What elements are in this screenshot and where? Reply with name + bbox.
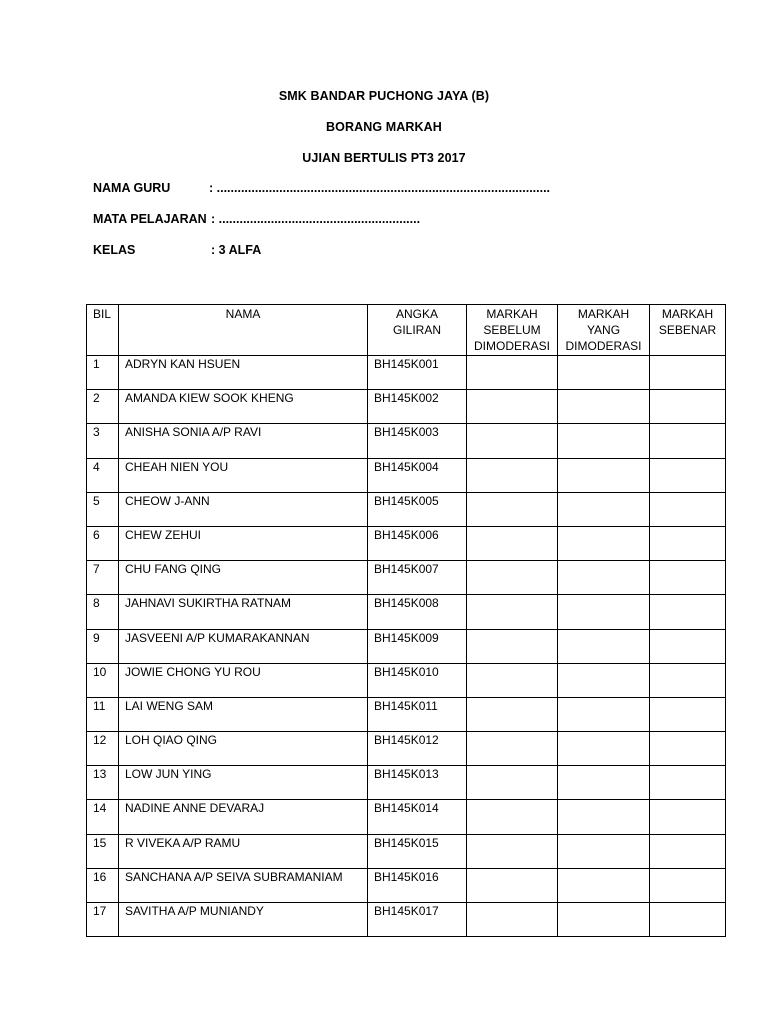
- student-name-cell: SAVITHA A/P MUNIANDY: [119, 903, 368, 937]
- index-number-cell: BH145K017: [368, 903, 467, 937]
- student-name-cell: CHU FANG QING: [119, 561, 368, 595]
- index-number-cell: BH145K011: [368, 697, 467, 731]
- actual-mark-cell[interactable]: [650, 458, 726, 492]
- moderated-mark-cell[interactable]: [558, 356, 650, 390]
- mark-before-moderation-cell[interactable]: [467, 424, 558, 458]
- bil-cell: 3: [87, 424, 119, 458]
- student-name-cell: ADRYN KAN HSUEN: [119, 356, 368, 390]
- index-number-cell: BH145K009: [368, 629, 467, 663]
- table-row: [87, 526, 726, 560]
- bil-cell: 2: [87, 390, 119, 424]
- actual-mark-cell[interactable]: [650, 766, 726, 800]
- mark-before-moderation-cell[interactable]: [467, 766, 558, 800]
- actual-mark-cell[interactable]: [650, 424, 726, 458]
- moderated-mark-cell[interactable]: [558, 800, 650, 834]
- student-name-cell: CHEW ZEHUI: [119, 526, 368, 560]
- actual-mark-cell[interactable]: [650, 526, 726, 560]
- index-number-cell: BH145K007: [368, 561, 467, 595]
- col-header-bil: BIL: [87, 305, 119, 356]
- bil-cell: 7: [87, 561, 119, 595]
- moderated-mark-cell[interactable]: [558, 732, 650, 766]
- moderated-mark-cell[interactable]: [558, 903, 650, 937]
- moderated-mark-cell[interactable]: [558, 561, 650, 595]
- bil-cell: 17: [87, 903, 119, 937]
- student-name-cell: LAI WENG SAM: [119, 697, 368, 731]
- index-number-cell: BH145K013: [368, 766, 467, 800]
- bil-cell: 10: [87, 663, 119, 697]
- mark-before-moderation-cell[interactable]: [467, 834, 558, 868]
- actual-mark-cell[interactable]: [650, 492, 726, 526]
- moderated-mark-cell[interactable]: [558, 595, 650, 629]
- student-name-cell: R VIVEKA A/P RAMU: [119, 834, 368, 868]
- actual-mark-cell[interactable]: [650, 595, 726, 629]
- col-header-nama: NAMA: [119, 305, 368, 356]
- subject-label: MATA PELAJARAN: [93, 212, 207, 226]
- index-number-cell: BH145K006: [368, 526, 467, 560]
- bil-cell: 4: [87, 458, 119, 492]
- bil-cell: 9: [87, 629, 119, 663]
- col-header-markah-dimoderasi: MARKAH YANG DIMODERASI: [558, 305, 650, 356]
- marks-table-body: [87, 356, 726, 937]
- table-row: [87, 800, 726, 834]
- index-number-cell: BH145K016: [368, 868, 467, 902]
- class-value: : 3 ALFA: [211, 243, 262, 257]
- mark-before-moderation-cell[interactable]: [467, 663, 558, 697]
- bil-cell: 14: [87, 800, 119, 834]
- actual-mark-cell[interactable]: [650, 390, 726, 424]
- class-label: KELAS: [93, 243, 136, 257]
- bil-cell: 12: [87, 732, 119, 766]
- moderated-mark-cell[interactable]: [558, 834, 650, 868]
- form-title: BORANG MARKAH: [326, 120, 442, 134]
- mark-before-moderation-cell[interactable]: [467, 526, 558, 560]
- student-name-cell: JAHNAVI SUKIRTHA RATNAM: [119, 595, 368, 629]
- moderated-mark-cell[interactable]: [558, 629, 650, 663]
- mark-before-moderation-cell[interactable]: [467, 868, 558, 902]
- actual-mark-cell[interactable]: [650, 663, 726, 697]
- index-number-cell: BH145K004: [368, 458, 467, 492]
- mark-before-moderation-cell[interactable]: [467, 629, 558, 663]
- index-number-cell: BH145K002: [368, 390, 467, 424]
- actual-mark-cell[interactable]: [650, 561, 726, 595]
- table-row: [87, 561, 726, 595]
- student-name-cell: LOW JUN YING: [119, 766, 368, 800]
- actual-mark-cell[interactable]: [650, 356, 726, 390]
- bil-cell: 1: [87, 356, 119, 390]
- table-row: [87, 766, 726, 800]
- bil-cell: 5: [87, 492, 119, 526]
- bil-cell: 13: [87, 766, 119, 800]
- index-number-cell: BH145K005: [368, 492, 467, 526]
- moderated-mark-cell[interactable]: [558, 766, 650, 800]
- bil-cell: 16: [87, 868, 119, 902]
- bil-cell: 8: [87, 595, 119, 629]
- table-row: [87, 663, 726, 697]
- bil-cell: 11: [87, 697, 119, 731]
- school-name: SMK BANDAR PUCHONG JAYA (B): [278, 89, 490, 103]
- moderated-mark-cell[interactable]: [558, 697, 650, 731]
- student-name-cell: LOH QIAO QING: [119, 732, 368, 766]
- mark-before-moderation-cell[interactable]: [467, 903, 558, 937]
- moderated-mark-cell[interactable]: [558, 458, 650, 492]
- moderated-mark-cell[interactable]: [558, 390, 650, 424]
- table-row: [87, 732, 726, 766]
- table-row: [87, 834, 726, 868]
- teacher-value[interactable]: : ................................................................................................: [209, 181, 551, 195]
- index-number-cell: BH145K003: [368, 424, 467, 458]
- table-row: [87, 868, 726, 902]
- moderated-mark-cell[interactable]: [558, 526, 650, 560]
- actual-mark-cell[interactable]: [650, 732, 726, 766]
- bil-cell: 6: [87, 526, 119, 560]
- moderated-mark-cell[interactable]: [558, 424, 650, 458]
- col-header-markah-sebenar: MARKAH SEBENAR: [650, 305, 726, 356]
- table-row: [87, 629, 726, 663]
- student-name-cell: NADINE ANNE DEVARAJ: [119, 800, 368, 834]
- actual-mark-cell[interactable]: [650, 629, 726, 663]
- bil-cell: 15: [87, 834, 119, 868]
- teacher-label: NAMA GURU: [93, 181, 171, 195]
- student-name-cell: SANCHANA A/P SEIVA SUBRAMANIAM: [119, 868, 368, 902]
- student-name-cell: CHEOW J-ANN: [119, 492, 368, 526]
- marks-table: [86, 304, 726, 937]
- mark-before-moderation-cell[interactable]: [467, 595, 558, 629]
- moderated-mark-cell[interactable]: [558, 868, 650, 902]
- index-number-cell: BH145K010: [368, 663, 467, 697]
- table-row: [87, 458, 726, 492]
- table-row: [87, 424, 726, 458]
- actual-mark-cell[interactable]: [650, 800, 726, 834]
- table-header-row: [87, 305, 726, 356]
- student-name-cell: ANISHA SONIA A/P RAVI: [119, 424, 368, 458]
- mark-before-moderation-cell[interactable]: [467, 492, 558, 526]
- index-number-cell: BH145K001: [368, 356, 467, 390]
- index-number-cell: BH145K008: [368, 595, 467, 629]
- mark-before-moderation-cell[interactable]: [467, 732, 558, 766]
- table-row: [87, 492, 726, 526]
- table-row: [87, 356, 726, 390]
- table-row: [87, 903, 726, 937]
- actual-mark-cell[interactable]: [650, 697, 726, 731]
- mark-before-moderation-cell[interactable]: [467, 356, 558, 390]
- student-name-cell: CHEAH NIEN YOU: [119, 458, 368, 492]
- student-name-cell: JASVEENI A/P KUMARAKANNAN: [119, 629, 368, 663]
- mark-before-moderation-cell[interactable]: [467, 458, 558, 492]
- subject-value[interactable]: : ..........................................................: [211, 212, 421, 226]
- student-name-cell: JOWIE CHONG YU ROU: [119, 663, 368, 697]
- student-name-cell: AMANDA KIEW SOOK KHENG: [119, 390, 368, 424]
- mark-before-moderation-cell[interactable]: [467, 800, 558, 834]
- col-header-markah-sebelum: MARKAH SEBELUM DIMODERASI: [467, 305, 558, 356]
- moderated-mark-cell[interactable]: [558, 663, 650, 697]
- actual-mark-cell[interactable]: [650, 834, 726, 868]
- index-number-cell: BH145K012: [368, 732, 467, 766]
- moderated-mark-cell[interactable]: [558, 492, 650, 526]
- table-row: [87, 595, 726, 629]
- mark-before-moderation-cell[interactable]: [467, 390, 558, 424]
- mark-before-moderation-cell[interactable]: [467, 561, 558, 595]
- index-number-cell: BH145K015: [368, 834, 467, 868]
- table-row: [87, 390, 726, 424]
- index-number-cell: BH145K014: [368, 800, 467, 834]
- mark-before-moderation-cell[interactable]: [467, 697, 558, 731]
- actual-mark-cell[interactable]: [650, 903, 726, 937]
- actual-mark-cell[interactable]: [650, 868, 726, 902]
- table-row: [87, 697, 726, 731]
- col-header-angka-giliran: ANGKA GILIRAN: [368, 305, 467, 356]
- exam-title: UJIAN BERTULIS PT3 2017: [302, 151, 466, 165]
